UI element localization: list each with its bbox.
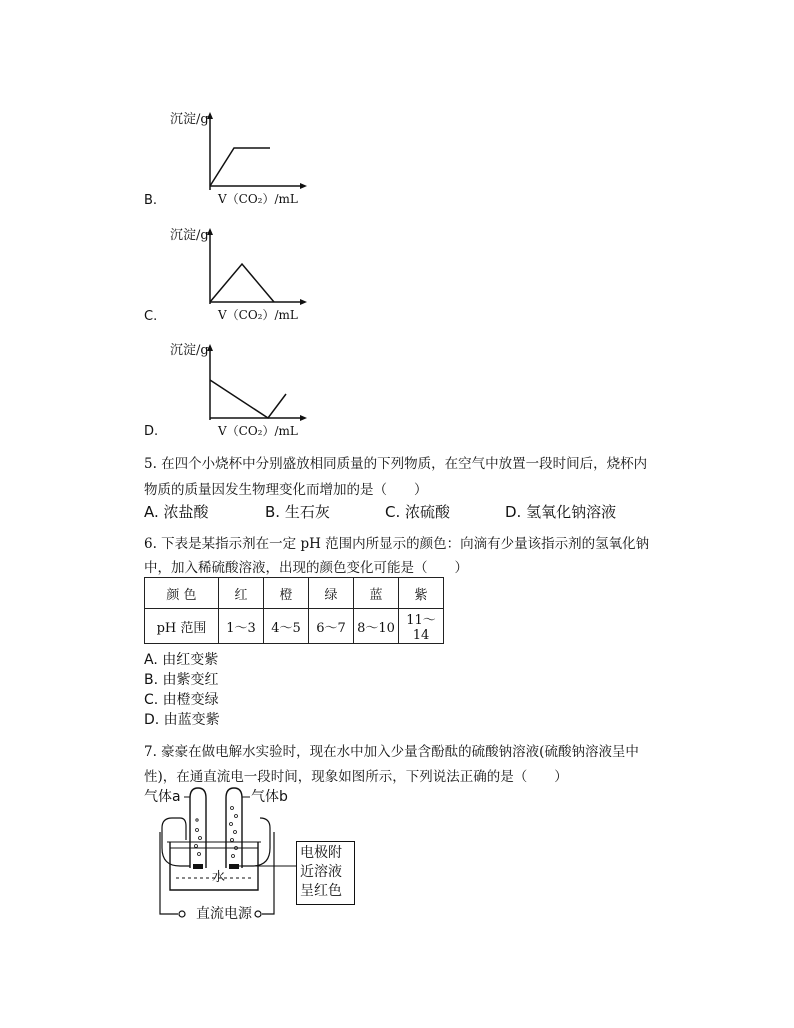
table-cell: 1～3	[219, 609, 264, 644]
q5-line-2: 物质的质量因发生物理变化而增加的是（ ）	[144, 482, 428, 498]
graph-c-x-arrow	[300, 299, 307, 305]
q6-option-c: C. 由橙变绿	[144, 692, 219, 708]
graph-b-option-label: B.	[144, 193, 158, 208]
graph-c-option-label: C.	[144, 309, 158, 324]
graph-d-xlabel: V（CO₂）/mL	[218, 424, 298, 438]
graph-c-ylabel: 沉淀/g	[170, 228, 209, 243]
wire-right-down	[262, 832, 274, 914]
wire-left-down	[160, 832, 178, 914]
q5-option-d: D. 氢氧化钠溶液	[505, 503, 617, 521]
box-line-2: 近溶液	[300, 864, 342, 880]
table-cell: 红	[219, 578, 264, 609]
table-cell: 蓝	[354, 578, 399, 609]
table-cell: 4～5	[264, 609, 309, 644]
graph-c-curve	[210, 264, 274, 302]
box-line-3: 呈红色	[300, 883, 342, 899]
q5-line-1: 5. 在四个小烧杯中分别盛放相同质量的下列物质，在空气中放置一段时间后，烧杯内	[144, 456, 648, 472]
water-label: 水	[212, 870, 226, 885]
terminal-right	[255, 911, 261, 917]
q6-line-2: 中，加入稀硫酸溶液，出现的颜色变化可能是（ ）	[144, 560, 468, 576]
graph-d-ylabel: 沉淀/g	[170, 343, 209, 358]
graph-d-y-arrow	[207, 344, 213, 351]
table-cell: 绿	[309, 578, 354, 609]
q6-option-b: B. 由紫变红	[144, 672, 219, 688]
power-source-label: 直流电源	[196, 906, 252, 922]
wire-left-outer	[180, 818, 186, 840]
tube-b	[226, 788, 242, 868]
graph-b-plot	[200, 112, 310, 192]
q6-option-a: A. 由红变紫	[144, 652, 219, 668]
graph-b-curve	[210, 148, 270, 186]
graph-d-curve	[210, 380, 286, 418]
graph-d-plot	[200, 344, 310, 424]
q5-option-a: A. 浓盐酸	[144, 503, 209, 521]
graph-d-option-label: D.	[144, 424, 159, 439]
q6-option-d: D. 由蓝变紫	[144, 712, 220, 728]
red-solution-box	[296, 841, 355, 905]
table-cell: 11～14	[399, 609, 444, 644]
electrode-b	[229, 864, 239, 869]
q5-option-c: C. 浓硫酸	[385, 503, 451, 521]
table-cell: 紫	[399, 578, 444, 609]
q7-line-2: 性)，在通直流电一段时间，现象如图所示，下列说法正确的是（ ）	[144, 769, 568, 785]
graph-c-y-arrow	[207, 228, 213, 235]
table-cell: pH 范围	[145, 609, 219, 644]
graph-c-xlabel: V（CO₂）/mL	[218, 308, 298, 322]
graph-b-y-arrow	[207, 112, 213, 119]
table-header-row	[145, 578, 444, 609]
table-cell: 6～7	[309, 609, 354, 644]
ph-color-table	[144, 577, 444, 644]
q6-line-1: 6. 下表是某指示剂在一定 pH 范围内所显示的颜色：向滴有少量该指示剂的氢氧化钠	[144, 536, 650, 552]
tube-a	[190, 788, 206, 868]
table-row	[145, 609, 444, 644]
table-cell: 颜 色	[145, 578, 219, 609]
graph-d-x-arrow	[300, 415, 307, 421]
graph-b-ylabel: 沉淀/g	[170, 112, 209, 127]
table-cell: 8～10	[354, 609, 399, 644]
graph-b-x-arrow	[300, 183, 307, 189]
table-cell: 橙	[264, 578, 309, 609]
q7-line-1: 7. 豪豪在做电解水实验时，现在水中加入少量含酚酞的硫酸钠溶液(硫酸钠溶液呈中	[144, 744, 639, 760]
box-line-1: 电极附	[300, 845, 342, 861]
graph-b-xlabel: V（CO₂）/mL	[218, 192, 298, 206]
gas-b-label: 气体b	[251, 789, 288, 805]
terminal-left	[179, 911, 185, 917]
electrode-a	[193, 864, 203, 869]
bubbles	[195, 807, 238, 858]
q5-option-b: B. 生石灰	[265, 503, 330, 521]
graph-c-plot	[200, 228, 310, 308]
gas-a-label: 气体a	[144, 789, 181, 805]
